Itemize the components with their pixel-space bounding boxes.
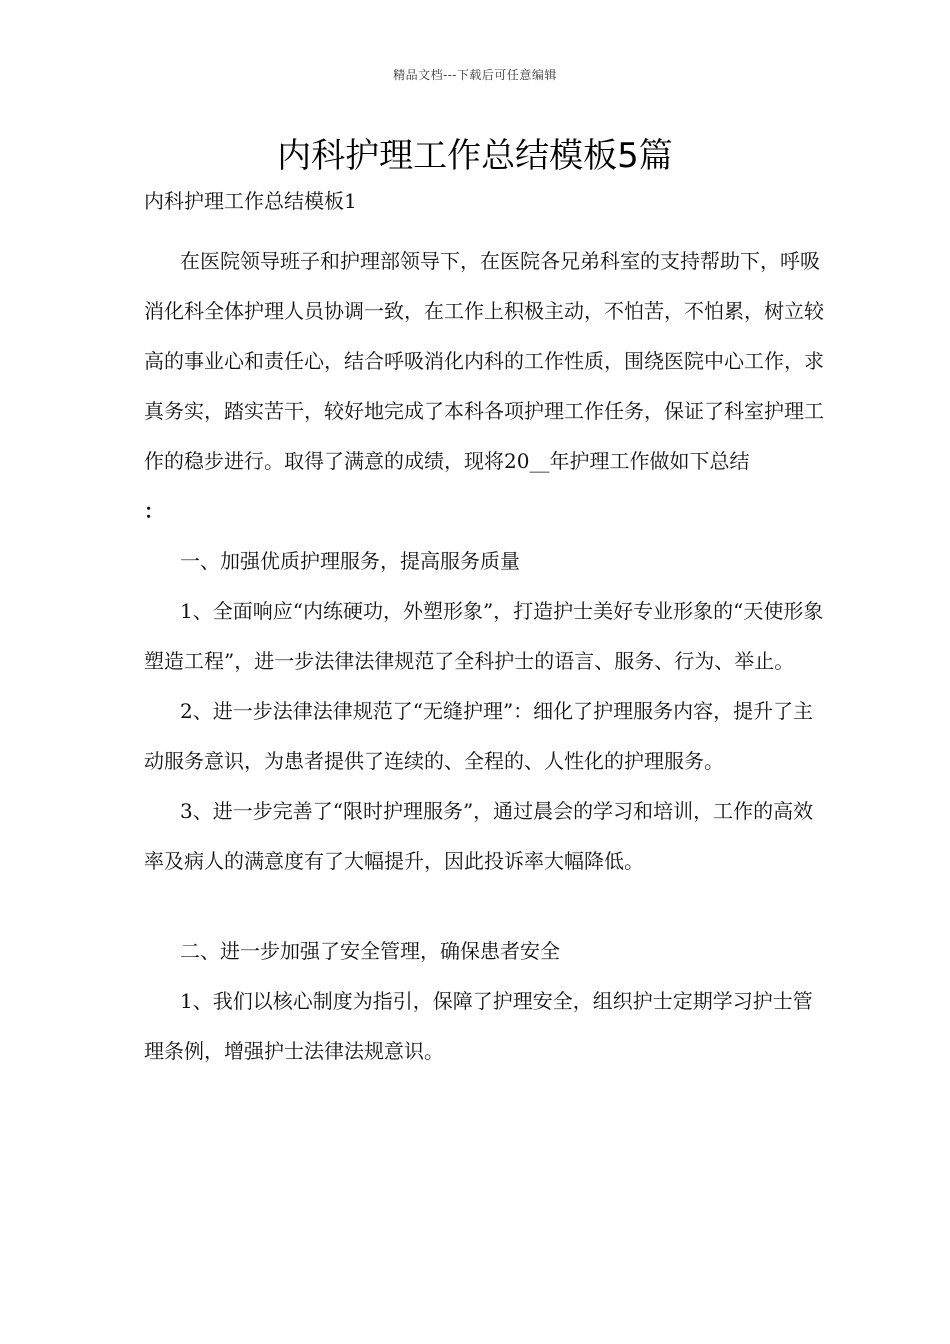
section2-heading: 二、进一步加强了安全管理，确保患者安全 xyxy=(180,939,560,963)
document-subtitle: 内科护理工作总结模板1 xyxy=(144,189,357,213)
intro-paragraph: 在医院领导班子和护理部领导下，在医院各兄弟科室的支持帮助下，呼吸消化科全体护理人员协调一致，在工作上积极主动，不怕苦，不怕累，树立较高的事业心和责任心，结合呼吸消化内科的工作性质，围绕医院中心工作，求真务实，踏实苦干，较好地完成了本科各项护理工作任务，保证了科室护理工作的稳步进行。取得了满意的成绩，现将20__年护理工作做如下总结 xyxy=(144,249,824,473)
header-note: 精品文档---下载后可任意编辑 xyxy=(393,68,557,82)
section1-item3: 3、进一步完善了“限时护理服务”，通过晨会的学习和培训，工作的高效率及病人的满意度有了大幅提升，因此投诉率大幅降低。 xyxy=(144,799,814,873)
intro-colon: ： xyxy=(144,499,164,523)
document-body xyxy=(144,186,824,1076)
section1-item2: 2、进一步法律法律规范了“无缝护理”：细化了护理服务内容，提升了主动服务意识，为患者提供了连续的、全程的、人性化的护理服务。 xyxy=(144,699,814,773)
section-spacer xyxy=(144,886,824,926)
document-title: 内科护理工作总结模板5篇 xyxy=(277,136,673,176)
section1-item1: 1、全面响应“内练硬功，外塑形象”，打造护士美好专业形象的“天使形象塑造工程”，进一步法律法律规范了全科护士的语言、服务、行为、举止。 xyxy=(144,599,824,673)
section1-heading: 一、加强优质护理服务，提高服务质量 xyxy=(180,549,520,573)
section2-item1: 1、我们以核心制度为指引，保障了护理安全，组织护士定期学习护士管理条例，增强护士法律法规意识。 xyxy=(144,989,813,1063)
